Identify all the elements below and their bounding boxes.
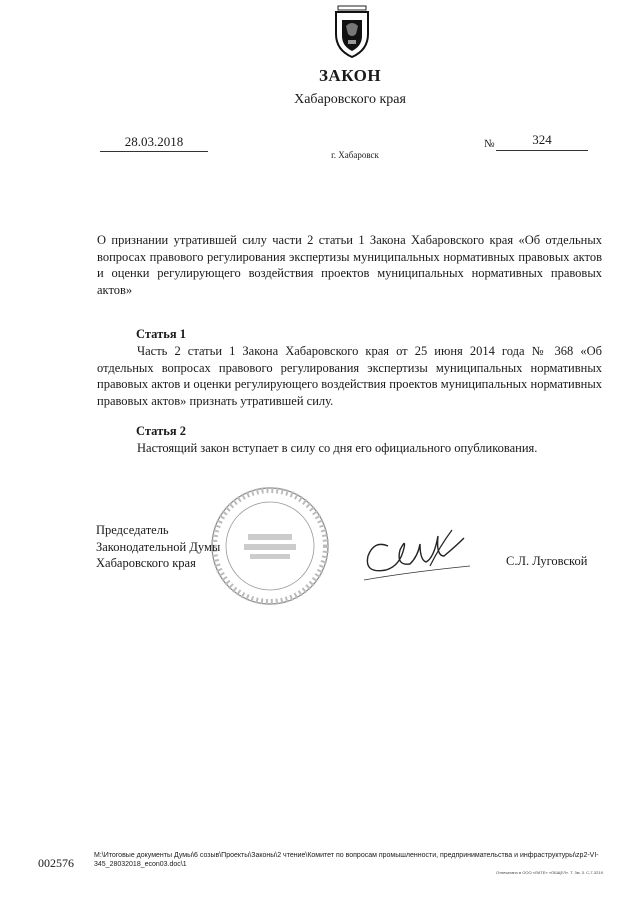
law-heading: О признании утратившей силу части 2 статьи 1 Закона Хабаровского края «Об отдельных вопросах правового регулирования экспертизы муниципальных нормативных правовых актов и оценки регулирующего воздействия проектов муниципальных нормативных правовых актов» <box>97 233 602 297</box>
law-date: 28.03.2018 <box>100 134 208 152</box>
law-region: Хабаровского края <box>294 92 406 107</box>
signatory-line-2: Законодательной Думы <box>96 539 221 554</box>
article-2-title: Статья 2 <box>136 424 186 438</box>
law-city: г. Хабаровск <box>331 150 379 160</box>
article-1-text: Часть 2 статьи 1 Закона Хабаровского края от 25 июня 2014 года № 368 «Об отдельных вопросах правового регулирования экспертизы муниципальных нормативных правовых актов и оценки регулирующего воздействия проектов муниципальных нормативных правовых актов» признать утратившей силу. <box>97 344 602 408</box>
handwritten-signature <box>360 526 480 586</box>
signatory-line-3: Хабаровского края <box>96 556 196 570</box>
law-number: 324 <box>496 132 588 151</box>
article-2-text: Настоящий закон вступает в силу со дня его официального опубликования. <box>137 441 538 455</box>
signatory-line-1: Председатель <box>96 523 169 537</box>
article-1-title: Статья 1 <box>136 327 186 341</box>
footer-print-note: Отпечатано в ООО «ЛИТЕ» «ОБЩЕЛ». Т. 3м. 3. С-7-3219. <box>496 870 604 875</box>
official-seal-stamp <box>208 484 332 608</box>
signatory-name: С.Л. Луговской <box>506 554 588 568</box>
signatory-block <box>96 522 220 572</box>
footer-file-path: M:\Итоговые документы Думы\6 созыв\Проекты\Законы\2 чтение\Комитет по вопросам промышленности, предпринимательства и инфраструктуры\zp2-VI-345_28032018_econ03.doc\1 <box>94 852 599 868</box>
document-id: 002576 <box>38 856 74 870</box>
coat-of-arms-emblem <box>330 4 374 60</box>
number-sign: № <box>484 138 495 150</box>
law-title: ЗАКОН <box>318 66 382 85</box>
